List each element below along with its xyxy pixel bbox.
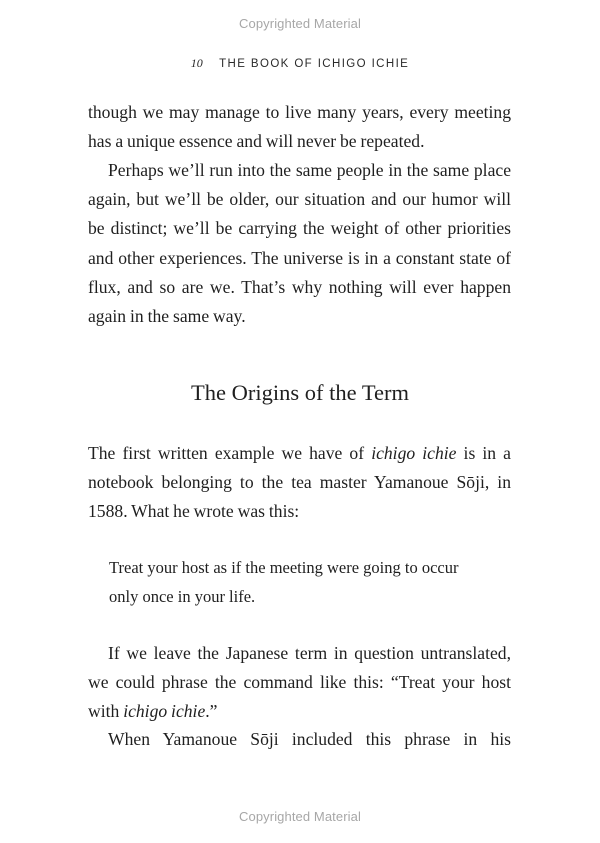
italic-term: ichigo ichie — [123, 701, 206, 722]
page-number: 10 — [190, 56, 203, 70]
copyright-watermark-top: Copyrighted Material — [239, 16, 361, 31]
text-run: is in a notebook belonging to the tea master Yamanoue Sōji, in 1588. What he wrote was this: — [88, 443, 511, 522]
section-heading: The Origins of the Term — [191, 380, 409, 405]
text-run: .” — [205, 701, 218, 722]
text-run: If we leave the Japanese term in question untranslated, we could phrase the command like this: “Treat your host with — [88, 643, 511, 722]
quotation-line: only once in your life. — [109, 587, 256, 607]
text-run: The first written example we have of — [88, 443, 372, 463]
book-title: THE BOOK OF ICHIGO ICHIE — [219, 58, 410, 70]
italic-term: ichigo ichie — [371, 443, 457, 463]
paragraph-first-example — [88, 439, 511, 527]
paragraph-untranslated — [88, 639, 511, 727]
block-quotation — [109, 553, 509, 611]
paragraph-included: When Yamanoue Sōji included this phrase in his — [108, 729, 511, 749]
running-head — [0, 56, 600, 71]
quotation-line: Treat your host as if the meeting were going to occur — [109, 558, 459, 577]
copyright-watermark-bottom: Copyrighted Material — [239, 809, 361, 824]
paragraph-continued: though we may manage to live many years, every meeting has a unique essence and will never be repeated. — [88, 102, 511, 152]
paragraph-flux: Perhaps we’ll run into the same people in the same place again, but we’ll be older, our situation and our humor will be distinct; we’ll be carrying the weight of other priorities and other experiences. The universe is in a constant state of flux, and so are we. That’s why nothing will ever happen again in the same way. — [88, 160, 511, 327]
